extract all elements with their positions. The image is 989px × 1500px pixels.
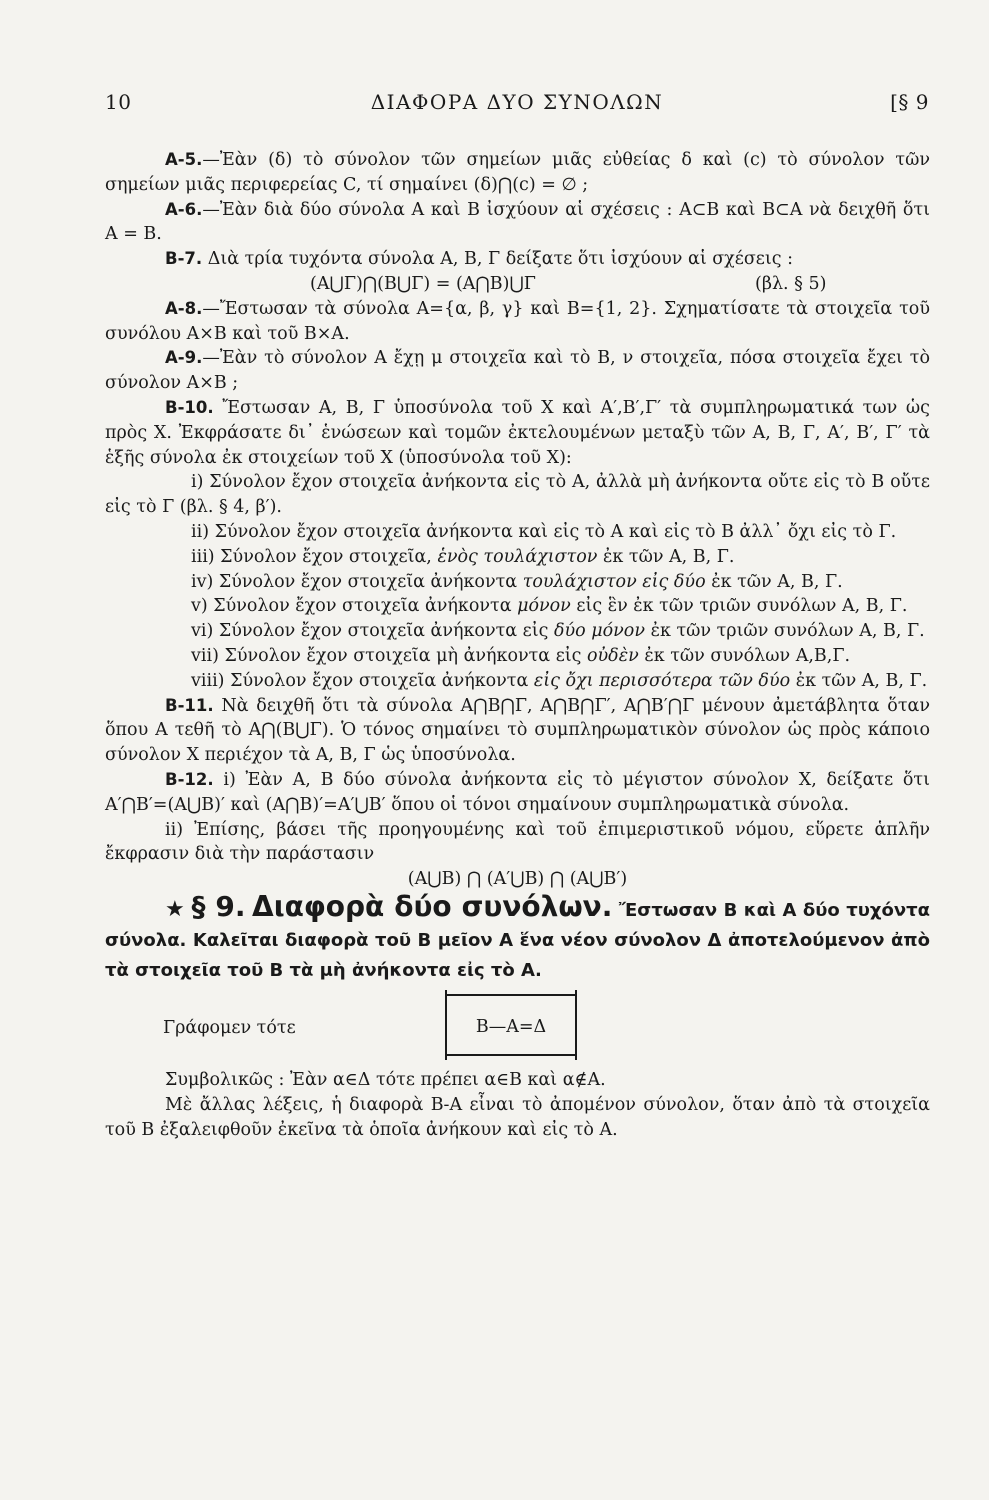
exercise-a5	[105, 148, 930, 198]
star-icon: ★	[165, 896, 185, 922]
exercise-text: Νὰ δειχθῆ ὅτι τὰ σύνολα Α⋂Β⋂Γ, Α⋂Β⋂Γ′, Α⋂Β′⋂Γ μένουν ἀμετάβλητα ὅταν ὅπου Α τεθῆ τὸ Α⋂(Β⋃Γ). Ὁ τόνος σημαίνει τὸ συμπληρωματικὸν σύνολον ὡς πρὸς κάποιο σύνολον Χ περιέχον τὰ Α, Β, Γ ὡς ὑποσύνολα.	[105, 695, 930, 766]
set-identity-formula: (Α⋃Γ)⋂(Β⋃Γ) = (Α⋂Β)⋃Γ	[310, 273, 536, 294]
exercise-a6	[105, 198, 930, 248]
exercise-a9	[105, 346, 930, 396]
subitem-viii	[105, 669, 930, 694]
exercise-label: Α-8.	[165, 298, 203, 318]
subitem-text-end: ἐκ τῶν τριῶν συνόλων Α, Β, Γ.	[650, 621, 925, 642]
subitem-vi	[105, 619, 930, 644]
exercise-text: —Ἐὰν (δ) τὸ σύνολον τῶν σημείων μιᾶς εὐθείας δ καὶ (c) τὸ σύνολον τῶν σημείων μιᾶς περιφερείας C, τί σημαίνει (δ)⋂(c) = ∅ ;	[105, 150, 930, 195]
subitem-emphasis: μόνον	[517, 596, 571, 617]
symbolic-text: Συμβολικῶς : Ἐὰν α∈Δ τότε πρέπει α∈Β καὶ α∉Α.	[165, 1069, 606, 1090]
difference-formula: Β—Α=Δ	[475, 1016, 547, 1037]
section-number: § 9.	[191, 889, 246, 923]
exercise-text: i) Ἐὰν Α, Β δύο σύνολα ἀνήκοντα εἰς τὸ μέγιστον σύνολον Χ, δείξατε ὅτι Α′⋂Β′=(Α⋃Β)′ καὶ (Α⋂Β)′=Α′⋃Β′ ὅπου οἱ τόνοι σημαίνουν συμπληρωματικὰ σύνολα.	[105, 769, 930, 815]
running-header	[105, 90, 929, 118]
symbolic-definition	[105, 1068, 930, 1093]
subitem-i	[105, 470, 930, 520]
set-expression-formula: (Α⋃Β) ⋂ (Α′⋃Β) ⋂ (Α⋃Β′)	[407, 869, 628, 890]
subitem-text: iii) Σύνολον ἔχον στοιχεῖα,	[191, 546, 432, 567]
subitem-text: vii) Σύνολον ἔχον στοιχεῖα μὴ ἀνήκοντα εἰς	[191, 645, 582, 666]
subitem-vii	[105, 644, 930, 669]
exercise-label: Α-9.	[165, 348, 203, 368]
definition-text: Ἔστωσαν Β καὶ Α δύο τυχόντα σύνολα. Καλεῖται διαφορὰ τοῦ Β μεῖον Α ἕνα νέον σύνολον Δ ἀποτελούμενον ἀπὸ τὰ στοιχεῖα τοῦ Β τὰ μὴ ἀνήκοντα εἰς τὸ Α.	[105, 899, 930, 981]
subitem-ii	[105, 520, 930, 545]
exercise-b10	[105, 396, 930, 470]
section-reference: [§ 9	[890, 90, 929, 114]
exercise-label: Β-7.	[165, 249, 203, 269]
closing-paragraph	[105, 1093, 930, 1143]
notation-label: Γράφομεν τότε	[163, 1017, 296, 1038]
exercise-text: —Ἐὰν τὸ σύνολον Α ἔχῃ μ στοιχεῖα καὶ τὸ Β, ν στοιχεῖα, πόσα στοιχεῖα ἔχει τὸ σύνολον Α×Β ;	[105, 348, 930, 394]
exercise-label: Β-12.	[165, 769, 214, 789]
cross-reference: (βλ. § 5)	[755, 273, 827, 294]
section-9-definition	[105, 889, 930, 986]
subitem-emphasis: οὐδὲν	[587, 645, 639, 666]
subitem-v	[105, 594, 930, 619]
subitem-text: i) Σύνολον ἔχον στοιχεῖα ἀνήκοντα εἰς τὸ Α, ἀλλὰ μὴ ἀνήκοντα οὔτε εἰς τὸ Β οὔτε εἰς τὸ Γ (βλ. § 4, β′).	[105, 472, 930, 518]
closing-text: Μὲ ἄλλας λέξεις, ἡ διαφορὰ Β-Α εἶναι τὸ ἀπομένον σύνολον, ὅταν ἀπὸ τὰ στοιχεῖα τοῦ Β ἐξαλειφθοῦν ἐκεῖνα τὰ ὁποῖα ἀνήκουν καὶ εἰς τὸ Α.	[105, 1094, 930, 1140]
exercise-b11	[105, 694, 930, 768]
subitem-text-end: ἐκ τῶν Α, Β, Γ.	[795, 670, 928, 691]
subitem-text-end: εἰς ἓν ἐκ τῶν τριῶν συνόλων Α, Β, Γ.	[576, 596, 908, 617]
subitem-text: iv) Σύνολον ἔχον στοιχεῖα ἀνήκοντα	[191, 571, 518, 592]
subitem-emphasis: δύο μόνον	[553, 621, 645, 642]
exercise-b12	[105, 768, 930, 818]
subitem-iv	[105, 570, 930, 595]
exercise-label: Β-11.	[165, 695, 214, 715]
notation-block	[105, 990, 930, 1068]
exercise-a8	[105, 297, 930, 347]
subitem-text: v) Σύνολον ἔχον στοιχεῖα ἀνήκοντα	[191, 596, 512, 617]
exercise-b12-formula	[105, 867, 930, 892]
exercise-text: —Ἔστωσαν τὰ σύνολα Α={α, β, γ} καὶ Β={1, 2}. Σχηματίσατε τὰ στοιχεῖα τοῦ συνόλου Α×Β καὶ τοῦ Β×Α.	[105, 298, 930, 344]
subitem-text-end: ἐκ τῶν Α, Β, Γ.	[711, 571, 843, 592]
page-title: ΔΙΑΦΟΡΑ ΔΥΟ ΣΥΝΟΛΩΝ	[370, 90, 664, 114]
exercise-b7-formula-line	[105, 272, 930, 297]
subitem-text: viii) Σύνολον ἔχον στοιχεῖα ἀνήκοντα	[191, 670, 529, 691]
subitem-text-end: ἐκ τῶν συνόλων Α,Β,Γ.	[644, 645, 851, 666]
exercise-text: —Ἐὰν διὰ δύο σύνολα Α καὶ Β ἰσχύουν αἱ σχέσεις : Α⊂Β καὶ Β⊂Α νὰ δειχθῆ ὅτι Α = Β.	[105, 199, 930, 245]
subitem-iii	[105, 545, 930, 570]
exercise-text: ii) Ἐπίσης, βάσει τῆς προηγουμένης καὶ τοῦ ἐπιμεριστικοῦ νόμου, εὕρετε ἁπλῆν ἔκφρασιν διὰ τὴν παράστασιν	[105, 819, 930, 865]
subitem-text: vi) Σύνολον ἔχον στοιχεῖα ἀνήκοντα εἰς	[191, 621, 549, 642]
page-body	[105, 148, 930, 1142]
subitem-emphasis: εἰς ὄχι περισσότερα τῶν δύο	[533, 670, 791, 691]
exercise-text: Ἔστωσαν Α, Β, Γ ὑποσύνολα τοῦ Χ καὶ Α′,Β′,Γ′ τὰ συμπληρωματικά των ὡς πρὸς Χ. Ἐκφράσατε δι᾽ ἑνώσεων καὶ τομῶν ἐκτελουμένων μεταξὺ τῶν Α, Β, Γ, Α′, Β′, Γ′ τὰ ἑξῆς σύνολα ἐκ στοιχείων τοῦ Χ (ὑποσύνολα τοῦ Χ):	[105, 397, 930, 468]
exercise-text: Διὰ τρία τυχόντα σύνολα Α, Β, Γ δείξατε ὅτι ἰσχύουν αἱ σχέσεις :	[207, 249, 793, 270]
page-number: 10	[105, 90, 132, 114]
formula-box	[445, 990, 577, 1060]
exercise-label: Α-5.	[165, 150, 203, 169]
exercise-label: Α-6.	[165, 199, 203, 219]
exercise-label: Β-10.	[165, 397, 214, 417]
subitem-text: ii) Σύνολον ἔχον στοιχεῖα ἀνήκοντα καὶ εἰς τὸ Α καὶ εἰς τὸ Β ἀλλ᾽ ὄχι εἰς τὸ Γ.	[191, 521, 897, 542]
subitem-emphasis: τουλάχιστον εἰς δύο	[522, 571, 706, 592]
subitem-emphasis: ἑνὸς τουλάχιστον	[437, 546, 598, 567]
section-title: Διαφορὰ δύο συνόλων.	[252, 889, 613, 923]
subitem-text-end: ἐκ τῶν Α, Β, Γ.	[603, 546, 735, 567]
exercise-b7	[105, 247, 930, 272]
exercise-b12-part-ii	[105, 818, 930, 868]
